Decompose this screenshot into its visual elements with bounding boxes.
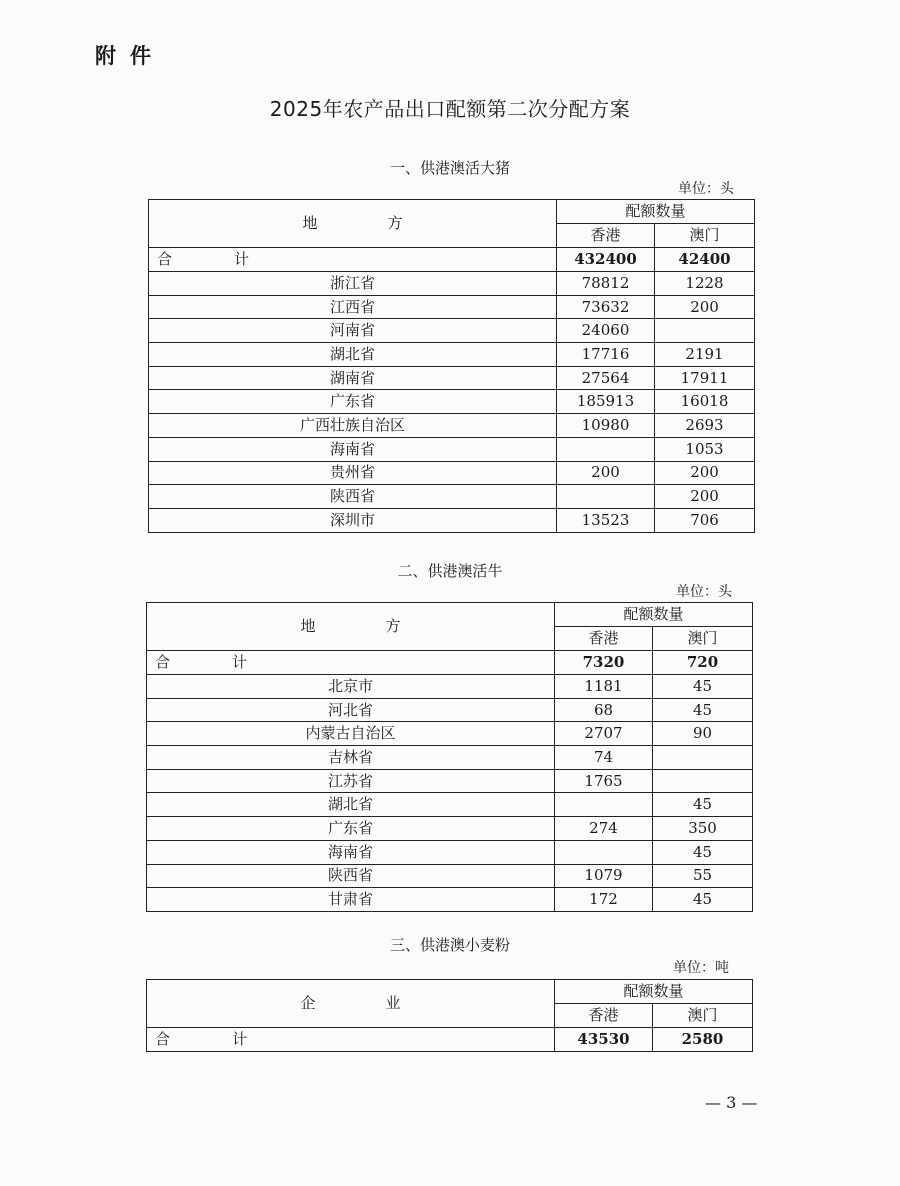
hong-kong-quota-cell bbox=[557, 437, 655, 461]
place-cell: 深圳市 bbox=[149, 508, 557, 532]
macao-quota-cell: 17911 bbox=[655, 366, 755, 390]
hong-kong-quota-cell bbox=[557, 485, 655, 509]
hong-kong-quota-cell: 78812 bbox=[557, 272, 655, 296]
hong-kong-quota-cell bbox=[555, 840, 653, 864]
section-title-wheat-flour: 三、供港澳小麦粉 bbox=[389, 936, 510, 954]
macao-quota-cell bbox=[653, 746, 753, 770]
header-macao-cell: 澳门 bbox=[655, 224, 755, 248]
hong-kong-quota-cell: 10980 bbox=[557, 414, 655, 438]
place-cell: 广东省 bbox=[147, 817, 555, 841]
total-label-char-1: 合 bbox=[155, 1030, 171, 1048]
place-cell: 河北省 bbox=[147, 698, 555, 722]
header-quota-cell: 配额数量 bbox=[555, 980, 753, 1004]
table-row bbox=[149, 414, 755, 438]
place-cell: 陕西省 bbox=[147, 864, 555, 888]
macao-quota-cell: 55 bbox=[653, 864, 753, 888]
hong-kong-quota-cell: 24060 bbox=[557, 319, 655, 343]
macao-quota-cell: 90 bbox=[653, 722, 753, 746]
hong-kong-quota-cell: 274 bbox=[555, 817, 653, 841]
table-row bbox=[147, 746, 753, 770]
place-cell: 浙江省 bbox=[149, 272, 557, 296]
macao-quota-cell: 16018 bbox=[655, 390, 755, 414]
total-label-char-1: 合 bbox=[155, 653, 171, 671]
header-place-cell bbox=[147, 980, 555, 1028]
header-place-char-1: 地 bbox=[300, 617, 316, 635]
macao-quota-cell bbox=[653, 769, 753, 793]
table-total-row bbox=[149, 248, 755, 272]
place-cell: 江西省 bbox=[149, 295, 557, 319]
macao-quota-cell: 200 bbox=[655, 295, 755, 319]
place-cell: 陕西省 bbox=[149, 485, 557, 509]
table-header-row bbox=[147, 980, 753, 1004]
macao-quota-cell: 200 bbox=[655, 461, 755, 485]
hong-kong-quota-cell: 74 bbox=[555, 746, 653, 770]
table-row bbox=[147, 769, 753, 793]
macao-quota-cell: 45 bbox=[653, 888, 753, 912]
macao-quota-cell: 45 bbox=[653, 698, 753, 722]
header-place-char-1: 地 bbox=[302, 214, 318, 232]
table-row bbox=[147, 864, 753, 888]
total-label-cell bbox=[149, 248, 557, 272]
table-row bbox=[147, 675, 753, 699]
header-place-cell bbox=[147, 603, 555, 651]
place-cell: 北京市 bbox=[147, 675, 555, 699]
total-label-cell bbox=[147, 1028, 555, 1052]
header-place-cell bbox=[149, 200, 557, 248]
hong-kong-quota-cell bbox=[555, 793, 653, 817]
macao-quota-cell: 706 bbox=[655, 508, 755, 532]
table-row bbox=[149, 343, 755, 367]
place-cell: 贵州省 bbox=[149, 461, 557, 485]
quota-table-wheat-flour bbox=[146, 979, 753, 1052]
section-title-cattle: 二、供港澳活牛 bbox=[397, 562, 503, 580]
total-label-char-2: 计 bbox=[232, 653, 248, 671]
place-cell: 海南省 bbox=[149, 437, 557, 461]
hong-kong-quota-cell: 73632 bbox=[557, 295, 655, 319]
table-row bbox=[149, 485, 755, 509]
hong-kong-quota-cell: 13523 bbox=[557, 508, 655, 532]
total-macao-cell: 2580 bbox=[653, 1028, 753, 1052]
header-hong-kong-cell: 香港 bbox=[555, 627, 653, 651]
table-row bbox=[149, 390, 755, 414]
total-label-cell bbox=[147, 651, 555, 675]
macao-quota-cell bbox=[655, 319, 755, 343]
hong-kong-quota-cell: 2707 bbox=[555, 722, 653, 746]
header-quota-cell: 配额数量 bbox=[555, 603, 753, 627]
hong-kong-quota-cell: 185913 bbox=[557, 390, 655, 414]
place-cell: 河南省 bbox=[149, 319, 557, 343]
header-hong-kong-cell: 香港 bbox=[555, 1004, 653, 1028]
section-title-hogs: 一、供港澳活大猪 bbox=[389, 159, 510, 177]
hong-kong-quota-cell: 27564 bbox=[557, 366, 655, 390]
page-number: — 3 — bbox=[705, 1093, 758, 1112]
total-macao-cell: 720 bbox=[653, 651, 753, 675]
total-hong-kong-cell: 432400 bbox=[557, 248, 655, 272]
hong-kong-quota-cell: 68 bbox=[555, 698, 653, 722]
place-cell: 江苏省 bbox=[147, 769, 555, 793]
total-macao-cell: 42400 bbox=[655, 248, 755, 272]
table-row bbox=[147, 793, 753, 817]
table-row bbox=[147, 817, 753, 841]
header-macao-cell: 澳门 bbox=[653, 1004, 753, 1028]
total-label-char-2: 计 bbox=[232, 1030, 248, 1048]
table-total-row bbox=[147, 1028, 753, 1052]
table-header-row bbox=[149, 200, 755, 224]
place-cell: 吉林省 bbox=[147, 746, 555, 770]
hong-kong-quota-cell: 172 bbox=[555, 888, 653, 912]
place-cell: 湖北省 bbox=[147, 793, 555, 817]
hong-kong-quota-cell: 1765 bbox=[555, 769, 653, 793]
hong-kong-quota-cell: 17716 bbox=[557, 343, 655, 367]
header-place-char-2: 方 bbox=[385, 617, 401, 635]
hong-kong-quota-cell: 1181 bbox=[555, 675, 653, 699]
table-row bbox=[147, 840, 753, 864]
unit-label-wheat-flour: 单位：吨 bbox=[673, 960, 729, 976]
table-row bbox=[147, 698, 753, 722]
quota-table-cattle bbox=[146, 602, 753, 912]
header-place-char-1: 企 bbox=[300, 994, 316, 1012]
table-row bbox=[149, 319, 755, 343]
table-row bbox=[147, 722, 753, 746]
unit-label-cattle: 单位：头 bbox=[676, 584, 732, 600]
quota-table-hogs bbox=[148, 199, 755, 533]
unit-label-hogs: 单位：头 bbox=[678, 181, 734, 197]
macao-quota-cell: 45 bbox=[653, 793, 753, 817]
header-quota-cell: 配额数量 bbox=[557, 200, 755, 224]
total-hong-kong-cell: 7320 bbox=[555, 651, 653, 675]
table-row bbox=[149, 295, 755, 319]
place-cell: 广东省 bbox=[149, 390, 557, 414]
place-cell: 广西壮族自治区 bbox=[149, 414, 557, 438]
table-header-row bbox=[147, 603, 753, 627]
place-cell: 甘肃省 bbox=[147, 888, 555, 912]
macao-quota-cell: 2693 bbox=[655, 414, 755, 438]
total-label-char-2: 计 bbox=[234, 250, 250, 268]
place-cell: 湖南省 bbox=[149, 366, 557, 390]
macao-quota-cell: 1053 bbox=[655, 437, 755, 461]
header-place-char-2: 方 bbox=[387, 214, 403, 232]
macao-quota-cell: 2191 bbox=[655, 343, 755, 367]
total-hong-kong-cell: 43530 bbox=[555, 1028, 653, 1052]
macao-quota-cell: 350 bbox=[653, 817, 753, 841]
macao-quota-cell: 200 bbox=[655, 485, 755, 509]
attachment-label: 附件 bbox=[95, 44, 165, 68]
macao-quota-cell: 45 bbox=[653, 840, 753, 864]
hong-kong-quota-cell: 1079 bbox=[555, 864, 653, 888]
header-place-char-2: 业 bbox=[385, 994, 401, 1012]
table-total-row bbox=[147, 651, 753, 675]
place-cell: 湖北省 bbox=[149, 343, 557, 367]
table-row bbox=[147, 888, 753, 912]
place-cell: 海南省 bbox=[147, 840, 555, 864]
hong-kong-quota-cell: 200 bbox=[557, 461, 655, 485]
header-hong-kong-cell: 香港 bbox=[557, 224, 655, 248]
macao-quota-cell: 1228 bbox=[655, 272, 755, 296]
table-row bbox=[149, 272, 755, 296]
total-label-char-1: 合 bbox=[157, 250, 173, 268]
table-row bbox=[149, 508, 755, 532]
macao-quota-cell: 45 bbox=[653, 675, 753, 699]
place-cell: 内蒙古自治区 bbox=[147, 722, 555, 746]
table-row bbox=[149, 461, 755, 485]
table-row bbox=[149, 366, 755, 390]
table-row bbox=[149, 437, 755, 461]
header-macao-cell: 澳门 bbox=[653, 627, 753, 651]
document-title: 2025年农产品出口配额第二次分配方案 bbox=[269, 97, 631, 121]
